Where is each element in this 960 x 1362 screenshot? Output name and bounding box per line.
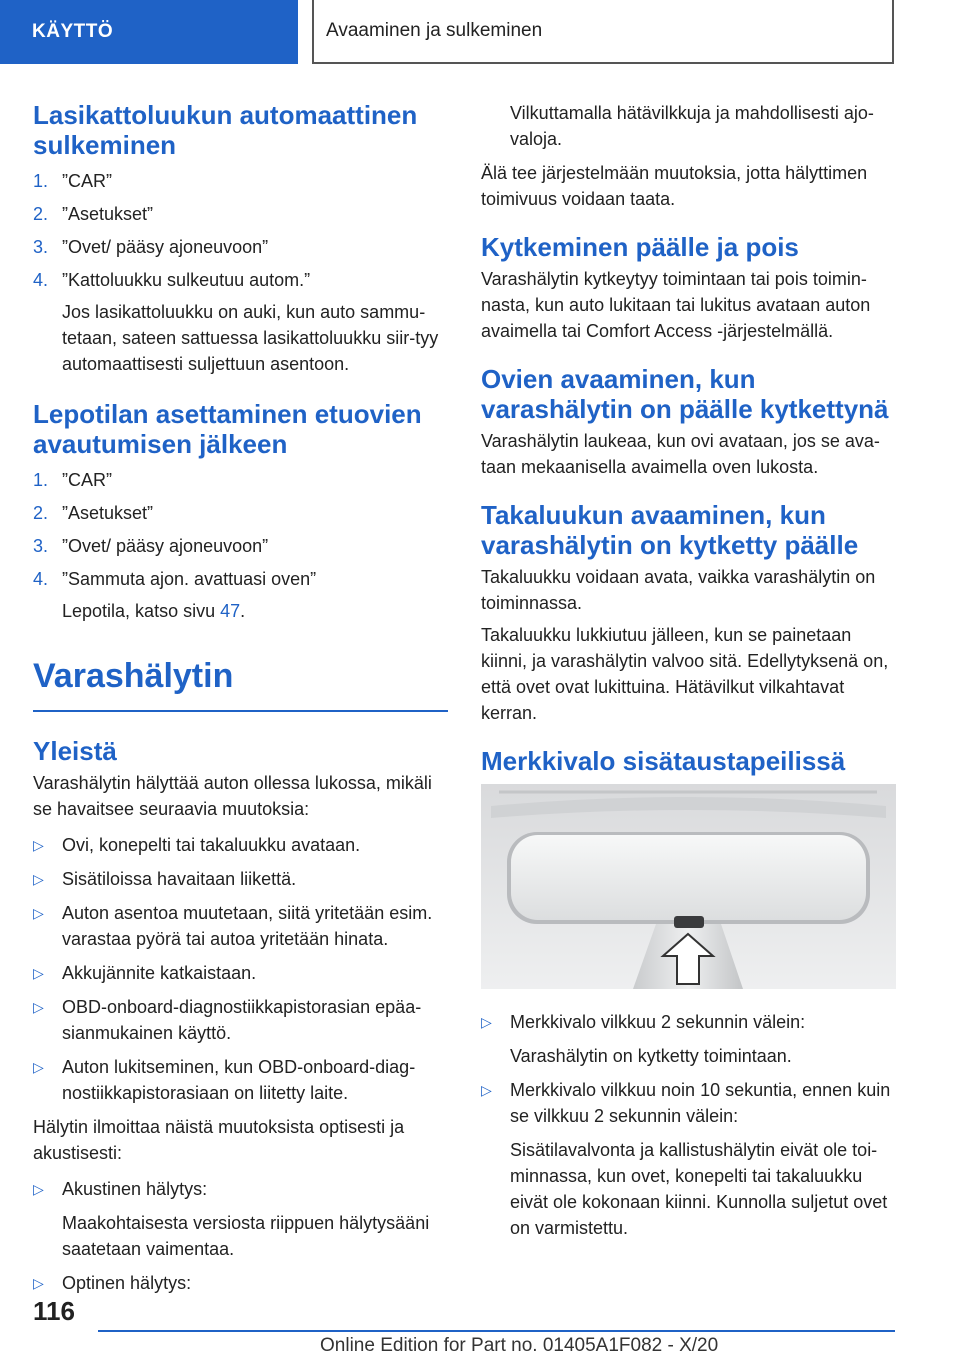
bullet-triangle-icon: ▷ [33,837,44,853]
list-item-text: Auton lukitseminen, kun OBD-onboard-diag-nostiikkapistorasiaan on liitetty laite. [62,1057,416,1103]
list-item-text: Optinen hälytys: [62,1273,192,1293]
standby-note [33,598,448,624]
step-number: 2. [33,204,49,224]
indicator-note: Varashälytin on kytketty toimintaan. [510,1046,792,1066]
header-chapter-title: Avaaminen ja sulkeminen [312,0,894,64]
alarm-heading: Varashälytin [33,657,234,695]
step-number: 4. [33,569,49,589]
list-item-text: Ovi, konepelti tai takaluukku avataan. [62,835,361,855]
step-number: 3. [33,237,49,257]
step-number: 1. [33,171,49,191]
step-item [33,533,448,559]
step-item [33,234,448,260]
step-text: ”CAR” [62,470,112,490]
list-item-text: Merkkivalo vilkkuu 2 sekunnin välein: [510,1012,806,1032]
list-item [33,1176,448,1202]
signal-list [33,1176,448,1296]
mirror-illustration [481,784,896,989]
list-item [33,866,448,892]
bullet-triangle-icon: ▷ [33,905,44,921]
footer-divider [98,1330,895,1332]
bullet-triangle-icon: ▷ [33,999,44,1015]
list-item-text: Auton asentoa muutetaan, siitä yritetään esim. varastaa pyörä tai autoa yritetään hinata. [62,903,433,949]
footer-edition: Online Edition for Part no. 01405A1F082 - X/20 [320,1335,719,1356]
list-item-text: Akkujännite katkaistaan. [62,963,257,983]
list-item-text: Akustinen hälytys: [62,1179,208,1199]
list-item-text: Merkkivalo vilkkuu noin 10 sekuntia, ennen kuin se vilkkuu 2 sekunnin välein: [510,1080,891,1126]
header-section-tab: KÄYTTÖ [0,0,298,64]
doors-text: Varashälytin laukeaa, kun ovi avataan, jos se ava-taan mekaanisella avaimella oven lukosta. [481,431,880,477]
step-text: ”Asetukset” [62,204,154,224]
list-item [481,1077,896,1129]
page-reference-link[interactable]: 47 [220,601,241,621]
indicator-list [481,1009,896,1241]
step-number: 4. [33,270,49,290]
bullet-triangle-icon: ▷ [33,1275,44,1291]
step-item [33,267,448,293]
doors-heading: Ovien avaaminen, kun varashälytin on päälle kytkettynä [481,364,889,424]
list-item [33,994,448,1046]
tailgate-text-1: Takaluukku voidaan avata, vaikka varashälytin on toiminnassa. [481,567,876,613]
list-item-text: OBD-onboard-diagnostiikkapistorasian epäa-sianmukainen käyttö. [62,997,422,1043]
list-item [33,900,448,952]
on-off-text: Varashälytin kytkeytyy toimintaan tai pois toimin-nasta, kun auto lukitaan tai lukitus avataan auton avaimella tai Comfort Access -järjestelmällä. [481,269,871,341]
list-item [33,1270,448,1296]
list-item [481,1009,896,1035]
right-column [481,100,896,1249]
bullet-triangle-icon: ▷ [481,1014,492,1030]
warning-text: Älä tee järjestelmään muutoksia, jotta hälyttimen toimivuus voidaan taata. [481,163,868,209]
alarm-intro: Varashälytin hälyttää auton ollessa lukossa, mikäli se havaitsee seuraavia muutoksia: [33,773,432,819]
signal-intro: Hälytin ilmoittaa näistä muutoksista optisesti ja akustisesti: [33,1117,405,1163]
step-item [33,566,448,592]
tailgate-text-2: Takaluukku lukkiutuu jälleen, kun se painetaan kiinni, ja varashälytin valvoo sitä. Edellytyksenä on, että ovet ovat lukittuina. Hätävilkut vilkahtavat kerran. [481,625,889,723]
bullet-triangle-icon: ▷ [33,1059,44,1075]
step-item [33,201,448,227]
step-number: 3. [33,536,49,556]
standby-note-text: Lepotila, katso sivu [62,601,221,621]
general-heading: Yleistä [33,736,117,766]
optical-note: Vilkuttamalla hätävilkkuja ja mahdollisesti ajo-valoja. [510,103,874,149]
rear-view-mirror-image [481,784,896,989]
acoustic-note: Maakohtaisesta versiosta riippuen hälytysääni saatetaan vaimentaa. [62,1213,430,1259]
standby-note-suffix: . [240,601,246,621]
step-number: 1. [33,470,49,490]
list-item-text: Sisätiloissa havaitaan liikettä. [62,869,297,889]
left-column [33,100,448,1304]
step-item [33,500,448,526]
standby-steps [33,467,448,624]
step-item [33,168,448,194]
page-number: 116 [33,1296,75,1326]
step-text: ”Sammuta ajon. avattuasi oven” [62,569,317,589]
sunroof-note: Jos lasikattoluukku on auki, kun auto sammu-tetaan, sateen sattuessa lasikattoluukku siir-tyy automaattisesti suljettuun asentoon. [62,302,439,374]
standby-heading: Lepotilan asettaminen etuovien avautumisen jälkeen [33,399,422,459]
step-text: ”Kattoluukku sulkeutuu autom.” [62,270,311,290]
list-item [33,1054,448,1106]
step-text: ”Asetukset” [62,503,154,523]
bullet-triangle-icon: ▷ [33,965,44,981]
sunroof-steps [33,168,448,377]
list-item [33,832,448,858]
step-text: ”CAR” [62,171,112,191]
indicator-note: Sisätilavalvonta ja kallistushälytin eivät ole toi-minnassa, kun ovet, konepelti tai takaluukku eivät ole kokonaan kiinni. Kunnolla suljetut ovet on varmistettu. [510,1140,888,1238]
on-off-heading: Kytkeminen päälle ja pois [481,232,799,262]
sunroof-heading: Lasikattoluukun automaattinen sulkeminen [33,100,418,160]
step-text: ”Ovet/ pääsy ajoneuvoon” [62,237,269,257]
bullet-triangle-icon: ▷ [33,1181,44,1197]
bullet-triangle-icon: ▷ [481,1082,492,1098]
step-number: 2. [33,503,49,523]
list-item [33,960,448,986]
alarm-heading-rule [33,656,448,712]
indicator-heading: Merkkivalo sisätaustapeilissä [481,746,846,776]
alarm-change-list [33,832,448,1106]
step-text: ”Ovet/ pääsy ajoneuvoon” [62,536,269,556]
bullet-triangle-icon: ▷ [33,871,44,887]
step-item [33,467,448,493]
tailgate-heading: Takaluukun avaaminen, kun varashälytin on kytketty päälle [481,500,859,560]
